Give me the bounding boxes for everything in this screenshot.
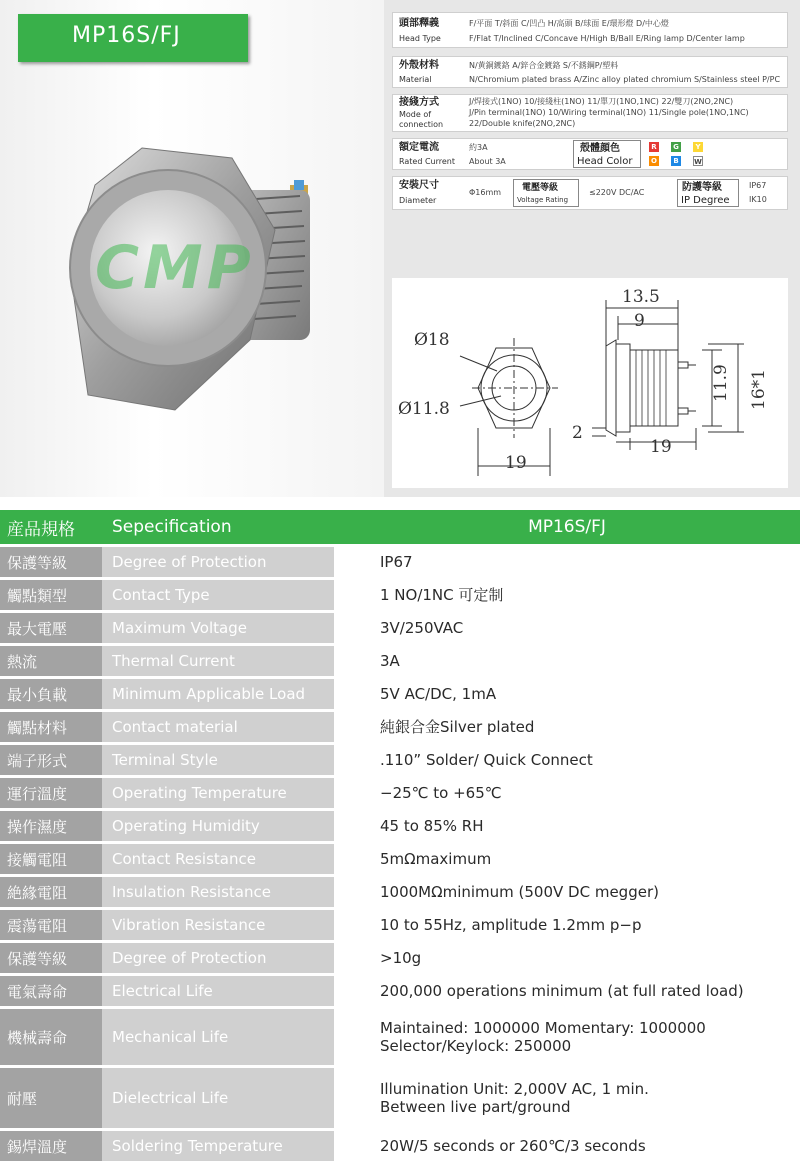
push-button-photo [0,0,384,497]
row-label-en: Contact Type [102,580,334,610]
row-label-en: Thermal Current [102,646,334,676]
color-chip-blue: B [671,156,681,166]
table-row [0,547,800,577]
color-chip-red: R [649,142,659,152]
dim-h2: 2 [572,423,583,443]
row-label-cn: 端子形式 [0,745,102,775]
table-row [0,1131,800,1161]
connection-label-en1: Mode of [399,110,432,119]
table-row [0,613,800,643]
current-label-cn: 額定電流 [399,142,439,153]
model-title: MP16S/FJ [72,23,181,48]
header-cn: 産品規格 [0,510,102,544]
row-value-line1: Illumination Unit: 2,000V AC, 1 min. [380,1080,649,1098]
row-label-en: Vibration Resistance [102,910,334,940]
voltage-label-cn: 電壓等級 [522,183,559,193]
row-value: 5mΩmaximum [334,844,800,874]
product-overview [0,0,800,497]
row-label-cn: 最小負載 [0,679,102,709]
table-row [0,1068,800,1128]
row-label-cn: 保護等級 [0,547,102,577]
row-value-line2: Between live part/ground [380,1098,571,1116]
product-photo-panel [0,0,384,497]
row-label-en: Degree of Protection [102,943,334,973]
row-label-cn: 觸點類型 [0,580,102,610]
head-type-label-cn: 頭部釋義 [399,18,439,29]
row-value: 10 to 55Hz, amplitude 1.2mm p−p [334,910,800,940]
table-row [0,910,800,940]
row-value: 3A [334,646,800,676]
material-line-en: N/Chromium plated brass A/Zinc alloy plated chromium S/Stainless steel P/PC [469,75,781,84]
material-row [392,56,788,88]
table-row [0,877,800,907]
row-label-en: Degree of Protection [102,547,334,577]
head-type-label-en: Head Type [399,34,441,43]
head-color-label-cn: 殻體顔色 [580,143,620,154]
current-label-en: Rated Current [399,157,456,166]
row-label-en: Electrical Life [102,976,334,1006]
row-value-multiline [334,1068,800,1128]
dim-w135: 13.5 [622,287,660,307]
row-value: 5V AC/DC, 1mA [334,679,800,709]
row-label-cn: 觸點材料 [0,712,102,742]
row-value: −25℃ to +65℃ [334,778,800,808]
connection-label-en2: connection [399,120,444,129]
head-color-label-box [573,140,641,168]
connection-line1: J/焊接式(1NO) 10/接綫柱(1NO) 11/單刀(1NO,1NC) 22/雙刀(2NO,2NC) [469,97,734,106]
material-line-cn: N/黄銅鍍鉻 A/鋅合金鍍鉻 S/不銹鋼P/塑料 [469,61,619,70]
row-label-en: Minimum Applicable Load [102,679,334,709]
row-value-line1: Maintained: 1000000 Momentary: 1000000 [380,1019,706,1037]
ip-label-cn: 防護等級 [682,182,722,193]
dim-w19-front: 19 [505,453,527,473]
current-row [392,138,788,170]
row-label-cn: 操作濕度 [0,811,102,841]
row-label-en: Insulation Resistance [102,877,334,907]
voltage-label-en: Voltage Rating [517,196,569,204]
ip-label-box [677,179,739,207]
row-label-en: Mechanical Life [102,1009,334,1065]
row-value: 45 to 85% RH [334,811,800,841]
table-row [0,745,800,775]
row-label-cn: 運行溫度 [0,778,102,808]
table-row [0,646,800,676]
header-en: Sepecification [102,510,334,544]
row-value: .110” Solder/ Quick Connect [334,745,800,775]
side-bezel [606,340,616,436]
table-row [0,811,800,841]
row-value-line2: Selector/Keylock: 250000 [380,1037,572,1055]
dim-w9: 9 [634,311,645,331]
current-value-en: About 3A [469,157,506,166]
voltage-label-box [513,179,579,207]
color-chip-green: G [671,142,681,152]
row-label-cn: 保護等級 [0,943,102,973]
current-value-cn: 約3A [469,143,488,152]
row-label-cn: 機械壽命 [0,1009,102,1065]
row-value: 1 NO/1NC 可定制 [334,580,800,610]
dim-w19-side: 19 [650,437,672,457]
row-label-en: Soldering Temperature [102,1131,334,1161]
row-label-cn: 電氣壽命 [0,976,102,1006]
row-label-en: Operating Humidity [102,811,334,841]
row-value: 3V/250VAC [334,613,800,643]
row-label-cn: 震蕩電阻 [0,910,102,940]
row-label-cn: 耐壓 [0,1068,102,1128]
dimension-drawing [392,278,788,488]
ip-value1: IP67 [749,181,767,190]
logo-watermark: CMP [95,233,255,303]
row-value: IP67 [334,547,800,577]
table-row [0,943,800,973]
material-label-cn: 外殼材料 [399,60,439,71]
connection-line2: J/Pin terminal(1NO) 10/Wiring terminal(1NO) 11/Single pole(1NO,1NC) [469,108,749,117]
dim-d118: Ø11.8 [398,399,450,419]
color-chip-yellow: Y [693,142,703,152]
connection-row [392,94,788,132]
table-row [0,778,800,808]
header-value: MP16S/FJ [334,510,800,544]
row-label-en: Terminal Style [102,745,334,775]
color-chip-white: W [694,158,702,166]
table-row [0,976,800,1006]
row-value: 1000MΩminimum (500V DC megger) [334,877,800,907]
row-value: 20W/5 seconds or 260℃/3 seconds [334,1131,800,1161]
table-header [0,510,800,544]
table-row [0,1009,800,1065]
side-nut [616,344,630,432]
table-row [0,712,800,742]
head-color-label-en: Head Color [577,156,633,167]
table-row [0,580,800,610]
dim-d18: Ø18 [414,330,450,350]
row-label-en: Contact material [102,712,334,742]
connection-label-cn: 接綫方式 [399,97,439,108]
head-type-row [392,12,788,48]
diameter-label-cn: 安裝尺寸 [399,180,439,191]
color-chip-orange: O [649,156,659,166]
row-label-en: Maximum Voltage [102,613,334,643]
row-value: >10g [334,943,800,973]
row-label-en: Contact Resistance [102,844,334,874]
row-label-en: Dielectrical Life [102,1068,334,1128]
connection-line3: 22/Double knife(2NO,2NC) [469,119,576,128]
head-type-line-cn: F/平面 T/斜面 C/凹凸 H/高頭 B/球面 E/環形燈 D/中心燈 [469,19,669,28]
diameter-value: Φ16mm [469,188,502,197]
dimension-drawing-svg [392,278,788,488]
table-row [0,679,800,709]
dim-h119: 11.9 [711,364,731,402]
material-label-en: Material [399,75,432,84]
row-value: 200,000 operations minimum (at full rated load) [334,976,800,1006]
row-label-cn: 絶緣電阻 [0,877,102,907]
table-row [0,844,800,874]
row-label-cn: 熱流 [0,646,102,676]
voltage-value: ≤220V DC/AC [589,188,645,197]
row-label-cn: 最大電壓 [0,613,102,643]
dim-h16: 16*1 [749,369,769,410]
row-value-multiline [334,1009,800,1065]
ip-label-en: IP Degree [681,195,730,206]
diameter-label-en: Diameter [399,196,437,205]
row-label-en: Operating Temperature [102,778,334,808]
head-type-line-en: F/Flat T/Inclined C/Concave H/High B/Ball E/Ring lamp D/Center lamp [469,34,745,43]
ip-value2: IK10 [749,195,767,204]
row-label-cn: 錫焊溫度 [0,1131,102,1161]
row-label-cn: 接觸電阻 [0,844,102,874]
diameter-row [392,176,788,210]
row-value: 純銀合金Silver plated [334,712,800,742]
